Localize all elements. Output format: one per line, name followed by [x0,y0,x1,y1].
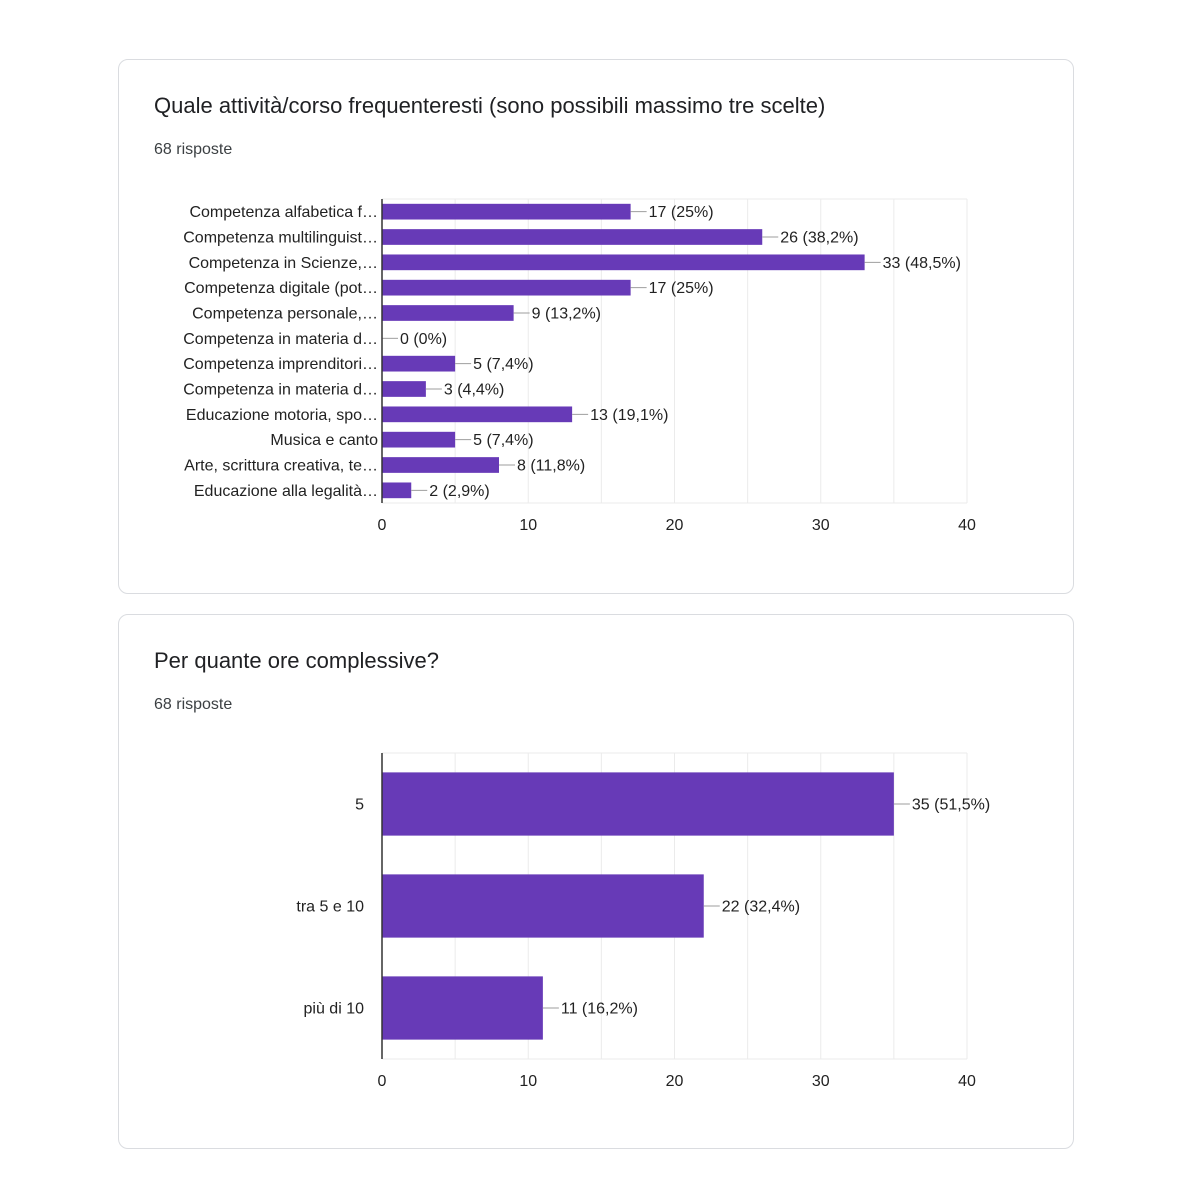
x-tick-label: 0 [377,1073,387,1090]
bar [382,254,865,270]
data-label: 33 (48,5%) [882,254,961,272]
category-label: Competenza in materia d… [183,381,378,399]
bar [382,772,894,835]
bar [382,305,514,321]
question-title: Per quante ore complessive? [154,648,439,673]
bar [382,457,499,473]
bar [382,406,572,422]
category-label: Competenza in materia d… [183,330,378,348]
data-label: 26 (38,2%) [780,229,859,247]
category-label: Competenza in Scienze,… [188,254,378,272]
bar [382,976,543,1039]
x-tick-label: 10 [519,1073,538,1090]
x-tick-label: 40 [958,517,976,534]
data-label: 3 (4,4%) [443,381,505,399]
x-tick-label: 0 [377,517,387,534]
bar [382,229,762,245]
category-label: Educazione alla legalità… [193,482,378,500]
data-label: 17 (25%) [648,204,714,222]
category-label: tra 5 e 10 [296,898,364,916]
category-label: Competenza digitale (pot… [184,280,378,298]
data-label: 17 (25%) [648,280,714,298]
category-label: Competenza alfabetica f… [189,204,378,222]
category-label: Arte, scrittura creativa, te… [184,457,378,475]
x-tick-label: 30 [811,517,830,534]
category-label: Competenza multilinguist… [183,229,378,247]
category-label: Competenza personale,… [192,305,378,323]
bar [382,356,455,372]
category-label: Musica e canto [270,432,378,450]
category-label: Educazione motoria, spo… [185,406,378,424]
response-count: 68 risposte [154,696,233,713]
bar [382,204,631,220]
data-label: 5 (7,4%) [473,432,534,450]
bar-chart-activities [119,60,1075,595]
data-label: 22 (32,4%) [721,898,801,916]
category-label: Competenza imprenditori… [183,356,378,374]
category-label: più di 10 [303,1000,364,1018]
data-label: 2 (2,9%) [429,482,490,500]
data-label: 11 (16,2%) [560,1000,638,1018]
x-tick-label: 40 [958,1073,976,1090]
x-tick-label: 20 [665,517,684,534]
bar [382,874,704,937]
x-tick-label: 10 [519,517,538,534]
x-tick-label: 30 [811,1073,830,1090]
data-label: 35 (51,5%) [911,796,991,814]
category-label: 5 [355,796,364,814]
bar [382,482,411,498]
data-label: 9 (13,2%) [531,305,601,323]
response-count: 68 risposte [154,141,233,158]
question-card-hours [118,614,1074,1149]
data-label: 0 (0%) [400,330,448,348]
bar [382,432,455,448]
bar-chart-hours [119,615,1075,1150]
data-label: 8 (11,8%) [517,457,586,475]
data-label: 13 (19,1%) [590,406,669,424]
question-title: Quale attività/corso frequenteresti (sono possibili massimo tre scelte) [154,93,826,118]
data-label: 5 (7,4%) [473,356,534,374]
x-tick-label: 20 [665,1073,684,1090]
bar [382,381,426,397]
question-card-activities [118,59,1074,594]
bar [382,280,631,296]
